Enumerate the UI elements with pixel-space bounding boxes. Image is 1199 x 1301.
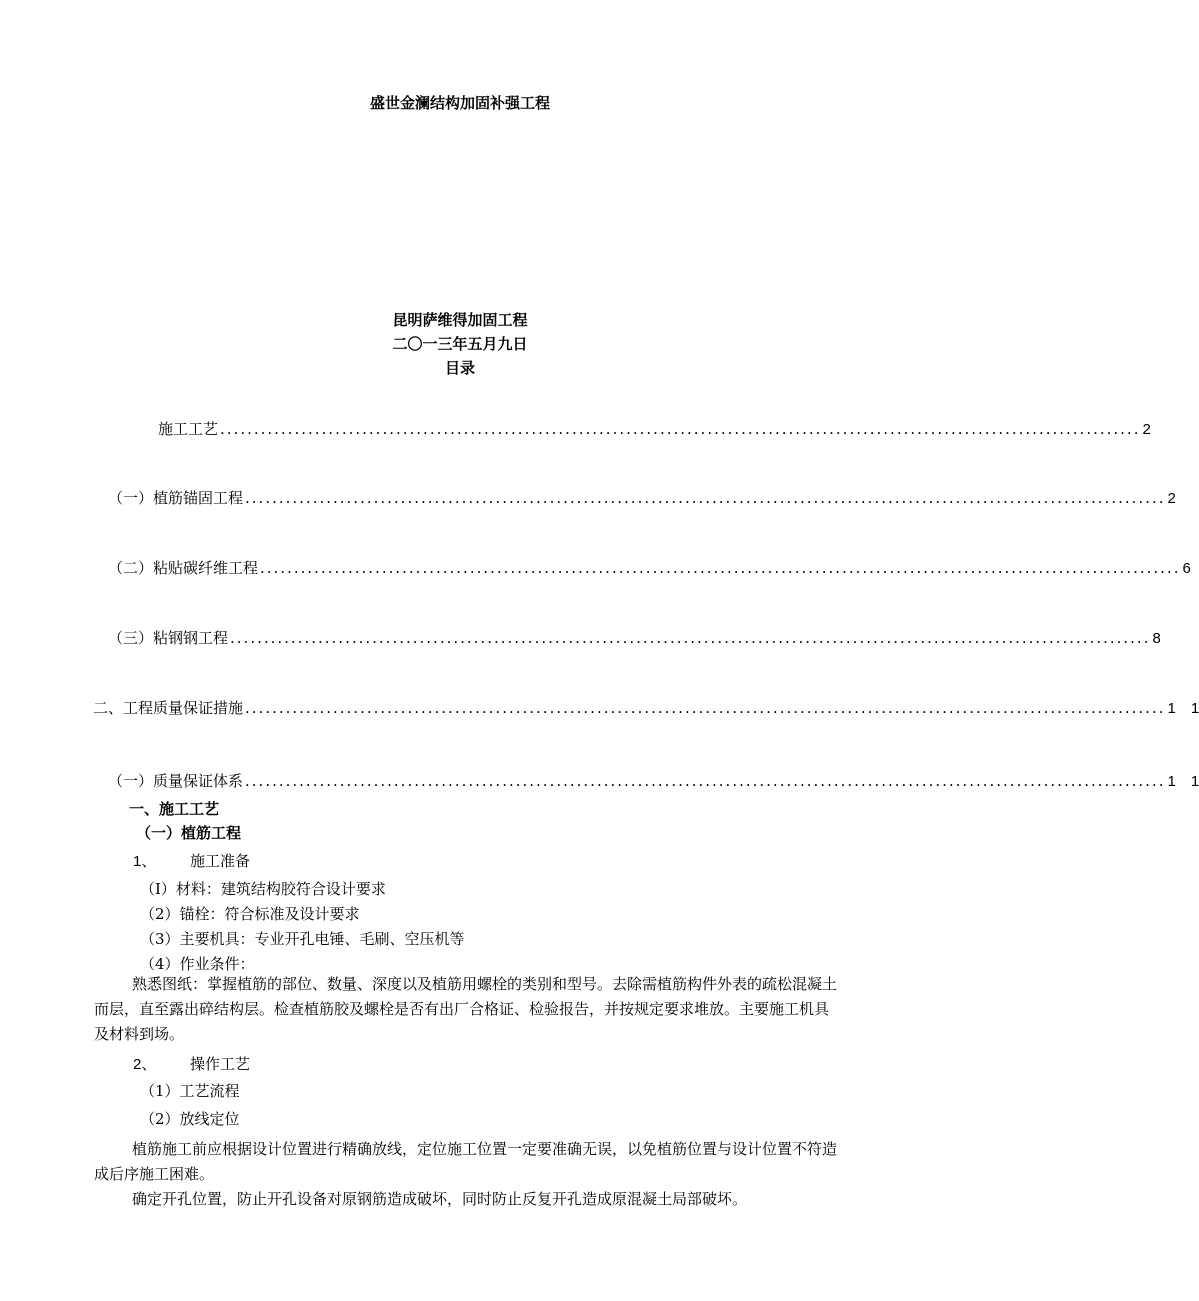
toc-entry[interactable] [158, 418, 1151, 439]
toc-entry-label: （三）粘钢钢工程 [108, 629, 229, 647]
toc-leader: ........................................................................................................................................ [260, 559, 1181, 577]
toc-entry[interactable] [108, 557, 1191, 578]
paragraph: 确定开孔位置，防止开孔设备对原钢筋造成破坏，同时防止反复开孔造成原混凝土局部破坏。 [132, 1190, 748, 1208]
section-heading: 一、施工工艺 [129, 800, 220, 818]
paragraph: 植筋施工前应根据设计位置进行精确放线，定位施工位置一定要准确无误，以免植筋位置与设计位置不符造成后序施工困难。 [94, 1140, 838, 1183]
list-item: （3）主要机具：专业开孔电锤、毛刷、空压机等 [140, 930, 465, 948]
toc-entry[interactable] [108, 770, 1199, 791]
toc-leader: ........................................................................................................................................ [245, 699, 1166, 717]
toc-entry-label: （一）质量保证体系 [108, 772, 244, 790]
paragraph: 熟悉图纸：掌握植筋的部位、数量、深度以及植筋用螺栓的类别和型号。去除需植筋构件外表的疏松混凝土而层，直至露出碎结构层。检查植筋胶及螺栓是否有出厂合格证、检验报告，并按规定要求堆放。主要施工机具及材料到场。 [94, 975, 838, 1043]
step-title: 施工准备 [190, 852, 251, 870]
list-item: （4）作业条件： [140, 955, 255, 973]
toc-leader: ........................................................................................................................................ [245, 489, 1166, 507]
list-item: （1）工艺流程 [140, 1082, 240, 1100]
company-name: 昆明萨维得加固工程 [392, 311, 528, 329]
toc-entry-page: 6 [1182, 560, 1191, 577]
list-item: （2）放线定位 [140, 1110, 240, 1128]
toc-entry-label: 二、工程质量保证措施 [93, 699, 244, 717]
toc-leader: ........................................................................................................................................ [245, 772, 1166, 790]
step-number: 2、 [133, 1056, 157, 1073]
project-title: 盛世金澜结构加固补强工程 [369, 94, 550, 112]
toc-entry[interactable] [108, 487, 1176, 508]
toc-entry-label: 施工工艺 [158, 420, 219, 438]
subsection-heading: （一）植筋工程 [136, 824, 242, 842]
toc-heading: 目录 [444, 359, 475, 377]
toc-entry-page: 8 [1152, 630, 1161, 647]
toc-leader: ........................................................................................................................................ [220, 420, 1141, 438]
toc-entry-label: （一）植筋锚固工程 [108, 489, 244, 507]
toc-entry-page: 2 [1167, 490, 1176, 507]
list-item: （2）锚栓：符合标准及设计要求 [140, 905, 360, 923]
toc-entry-page: 1 1 [1167, 700, 1199, 717]
list-item: （I）材料：建筑结构胶符合设计要求 [140, 880, 386, 898]
toc-entry[interactable] [93, 697, 1199, 718]
document-date: 二〇一三年五月九日 [392, 335, 528, 353]
toc-entry-page: 2 [1142, 421, 1151, 438]
toc-entry[interactable] [108, 627, 1161, 648]
step-title: 操作工艺 [190, 1055, 251, 1073]
step-number: 1、 [133, 853, 157, 870]
toc-leader: ........................................................................................................................................ [230, 629, 1151, 647]
toc-entry-label: （二）粘贴碳纤维工程 [108, 559, 259, 577]
toc-entry-page: 1 1 [1167, 773, 1199, 790]
